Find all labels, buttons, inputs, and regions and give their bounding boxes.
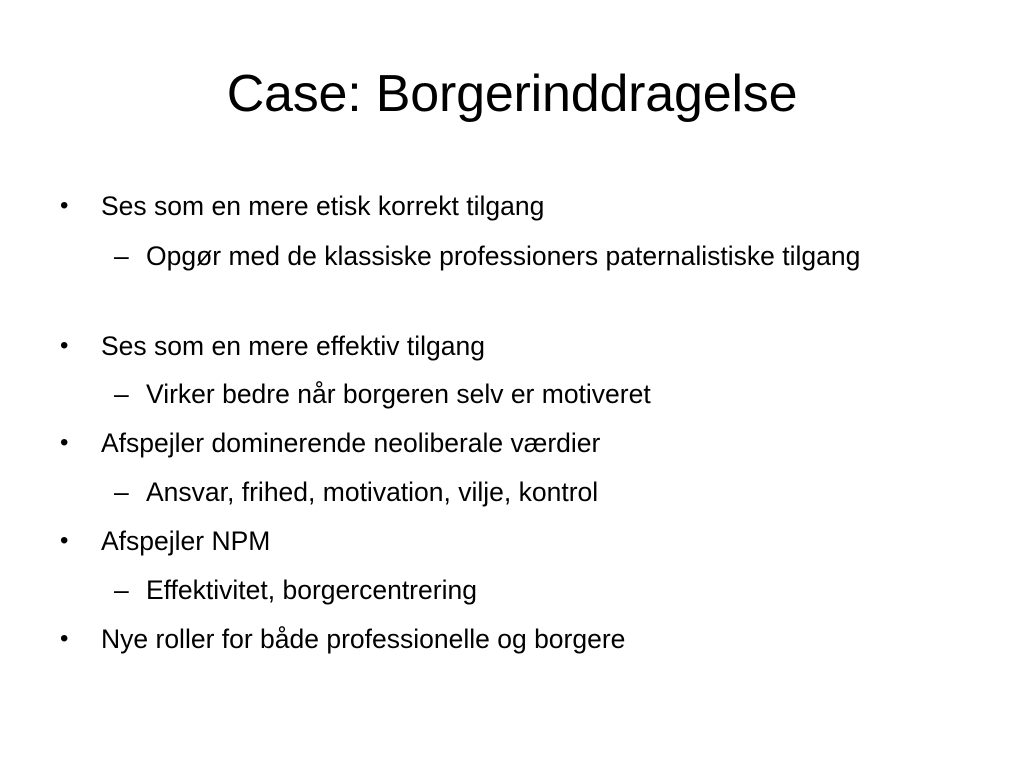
dash-marker: –	[114, 241, 129, 271]
bullet-item	[60, 186, 981, 226]
bullet-text: Ses som en mere etisk korrekt tilgang	[101, 191, 545, 221]
bullet-text: Afspejler NPM	[101, 526, 271, 556]
sub-bullet-text: Opgør med de klassiske professioners paternalistiske tilgang	[146, 241, 861, 271]
dash-marker: –	[114, 575, 129, 605]
bullet-item	[60, 423, 981, 463]
dash-marker: –	[114, 477, 129, 507]
dash-marker: –	[114, 379, 129, 409]
bullet-item	[60, 619, 981, 659]
bullet-text: Afspejler dominerende neoliberale værdier	[101, 428, 601, 458]
sub-bullet-text: Virker bedre når borgeren selv er motiveret	[146, 379, 651, 409]
bullet-item	[60, 521, 981, 561]
slide-title: Case: Borgerinddragelse	[226, 65, 798, 123]
bullet-text: Nye roller for både professionelle og borgere	[101, 624, 626, 654]
sub-bullet-item	[114, 472, 886, 512]
bullet-marker: •	[60, 332, 69, 359]
sub-bullet-text: Ansvar, frihed, motivation, vilje, kontrol	[146, 477, 599, 507]
bullet-marker: •	[60, 625, 69, 652]
sub-bullet-item	[114, 570, 886, 610]
bullet-text: Ses som en mere effektiv tilgang	[101, 331, 485, 361]
bullet-marker: •	[60, 527, 69, 554]
sub-bullet-item	[114, 374, 886, 414]
bullet-marker: •	[60, 192, 69, 219]
sub-bullet-item	[114, 236, 886, 276]
bullet-item	[60, 326, 981, 366]
bullet-marker: •	[60, 429, 69, 456]
sub-bullet-text: Effektivitet, borgercentrering	[146, 575, 477, 605]
